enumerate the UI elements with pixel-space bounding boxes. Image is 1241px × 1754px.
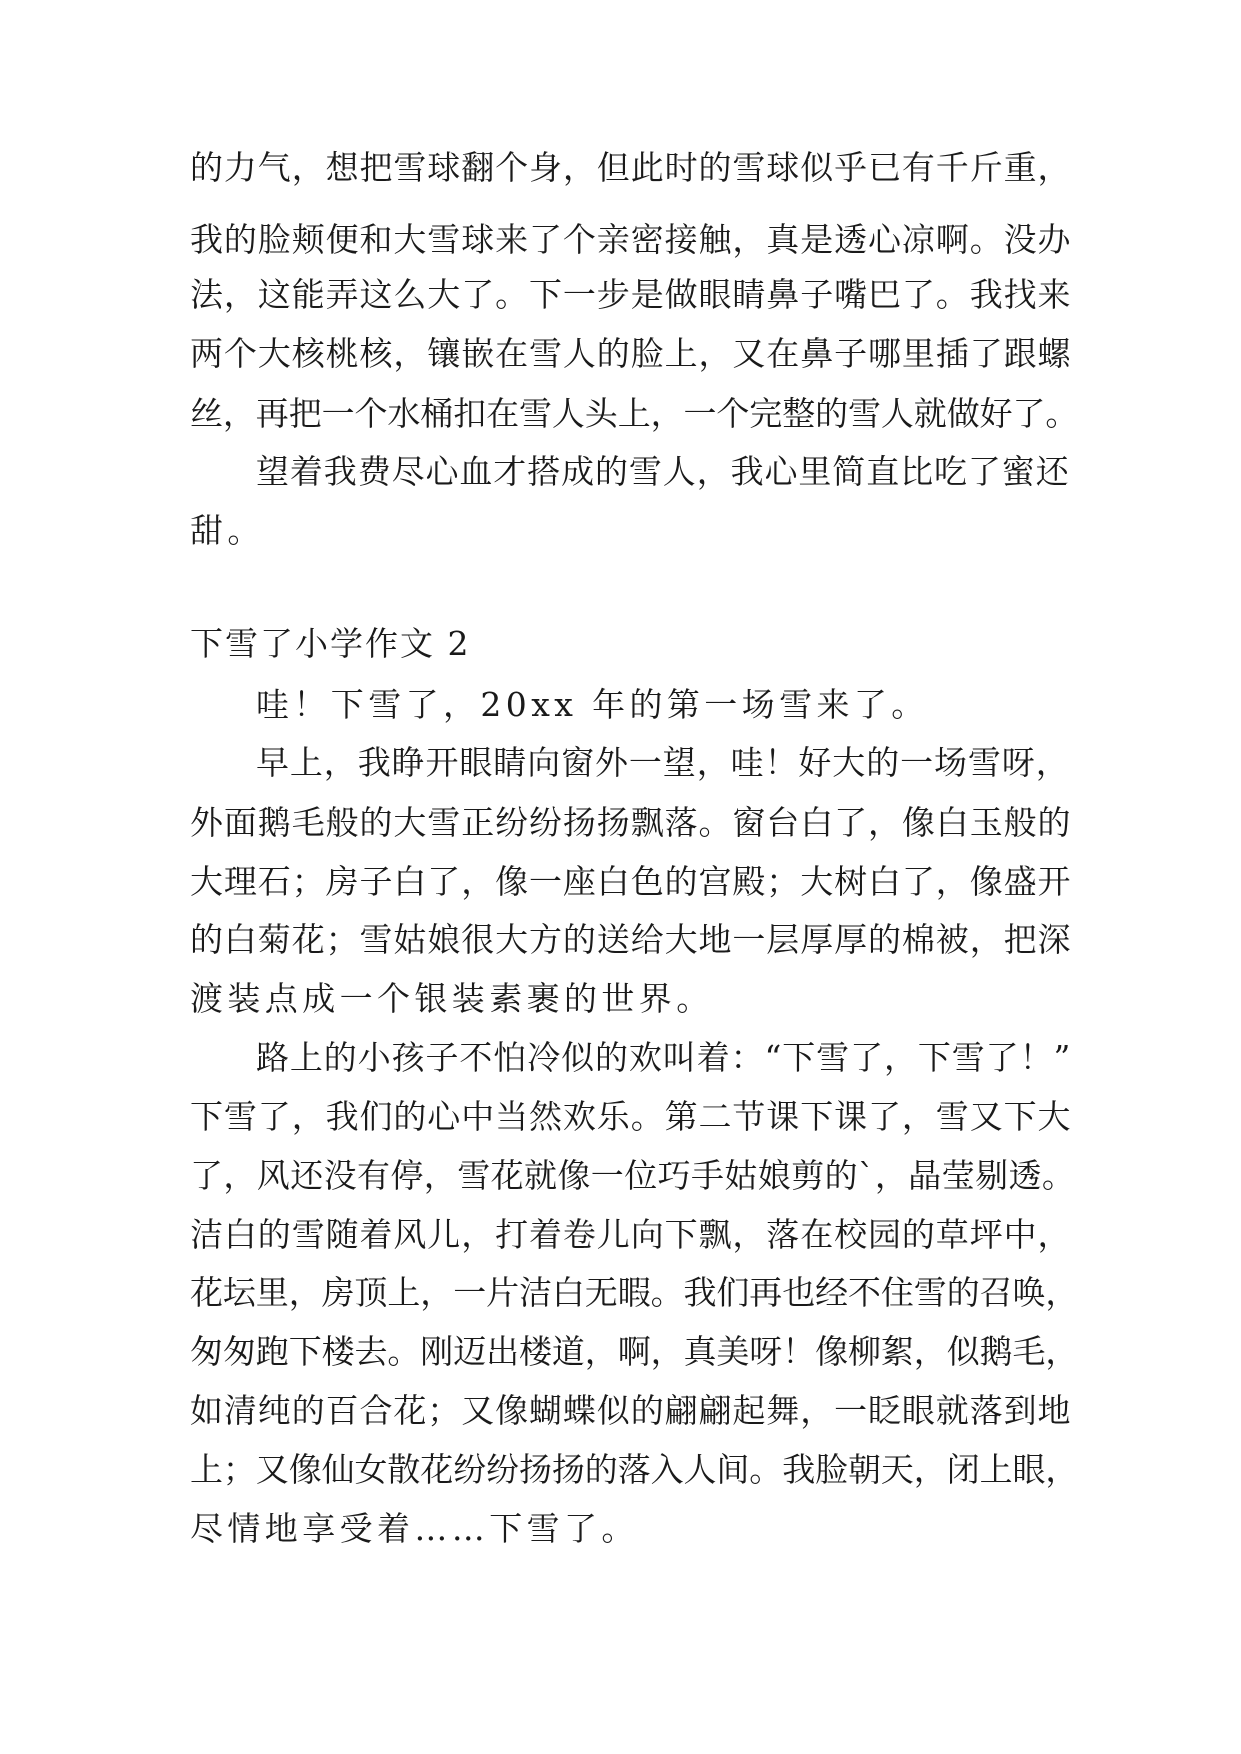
text-line: 法，这能弄这么大了。下一步是做眼睛鼻子嘴巴了。我找来 <box>190 275 1072 314</box>
text-line: 的力气，想把雪球翻个身，但此时的雪球似乎已有千斤重， <box>190 148 1072 187</box>
paragraph-start-line: 路上的小孩子不怕冷似的欢叫着：“下雪了，下雪了！” <box>256 1038 1072 1077</box>
text-line: 下雪了，我们的心中当然欢乐。第二节课下课了，雪又下大 <box>190 1097 1072 1136</box>
text-line: 上；又像仙女散花纷纷扬扬的落入人间。我脸朝天，闭上眼， <box>190 1450 1079 1489</box>
text-line: 了，风还没有停，雪花就像一位巧手姑娘剪的`，晶莹剔透。 <box>190 1156 1076 1195</box>
text-line: 尽情地享受着……下雪了。 <box>190 1509 639 1548</box>
text-line: 甜。 <box>190 511 265 550</box>
text-line: 花坛里，房顶上，一片洁白无暇。我们再也经不住雪的召唤， <box>190 1273 1079 1312</box>
paragraph-start-line: 早上，我睁开眼睛向窗外一望，哇！好大的一场雪呀， <box>256 743 1070 782</box>
text-line: 的白菊花；雪姑娘很大方的送给大地一层厚厚的棉被，把深 <box>190 920 1072 959</box>
text-line: 大理石；房子白了，像一座白色的宫殿；大树白了，像盛开 <box>190 862 1072 901</box>
text-line: 外面鹅毛般的大雪正纷纷扬扬飘落。窗台白了，像白玉般的 <box>190 803 1072 842</box>
text-line: 我的脸颊便和大雪球来了个亲密接触，真是透心凉啊。没办 <box>190 220 1072 259</box>
text-line: 两个大核桃核，镶嵌在雪人的脸上，又在鼻子哪里插了跟螺 <box>190 334 1072 373</box>
paragraph-start-line: 哇！下雪了，20xx 年的第一场雪来了。 <box>256 685 929 724</box>
paragraph-start-line: 望着我费尽心血才搭成的雪人，我心里简直比吃了蜜还 <box>256 452 1070 491</box>
text-line: 如清纯的百合花；又像蝴蝶似的翩翩起舞，一眨眼就落到地 <box>190 1391 1072 1430</box>
text-line: 匆匆跑下楼去。刚迈出楼道，啊，真美呀！像柳絮，似鹅毛， <box>190 1332 1079 1371</box>
text-line: 洁白的雪随着风儿，打着卷儿向下飘，落在校园的草坪中， <box>190 1215 1072 1254</box>
section-title: 下雪了小学作文 2 <box>190 624 471 663</box>
text-line: 渡装点成一个银装素裹的世界。 <box>190 979 714 1018</box>
text-line: 丝，再把一个水桶扣在雪人头上，一个完整的雪人就做好了。 <box>190 394 1079 433</box>
